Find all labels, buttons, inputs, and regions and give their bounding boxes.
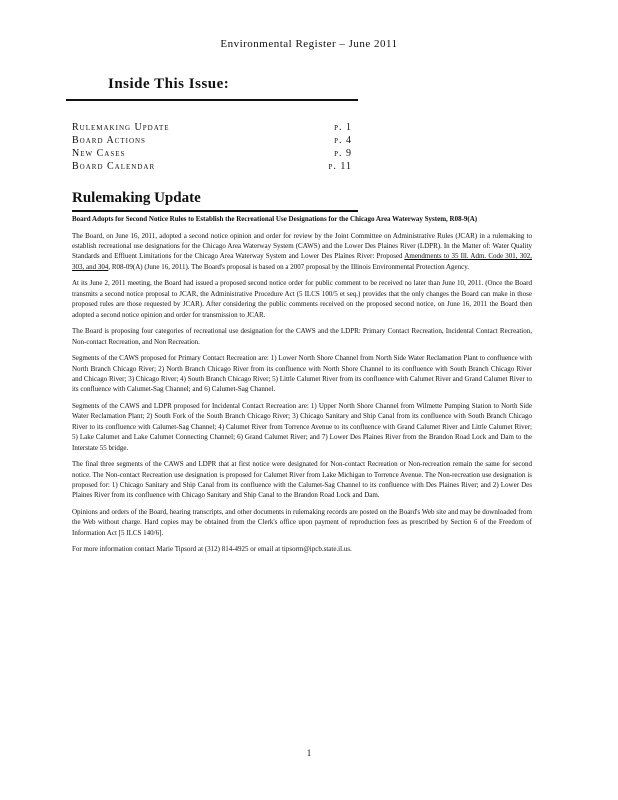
toc-item-label: Board Actions xyxy=(72,135,146,146)
toc-item-board-calendar xyxy=(72,160,352,173)
toc-item-page: p. 11 xyxy=(328,161,352,172)
page-number: 1 xyxy=(306,748,312,758)
table-of-contents xyxy=(72,121,352,173)
section-divider xyxy=(72,210,358,212)
paragraph-1 xyxy=(72,231,532,273)
toc-title: Inside This Issue: xyxy=(108,76,230,92)
running-header: Environmental Register – June 2011 xyxy=(220,38,398,50)
paragraph-2: At its June 2, 2011 meeting, the Board had issued a proposed second notice order for public comment to be received no later than June 10, 2011. (Once the Board transmits a second notice proposal to JCAR, the Administrative Procedure Act (5 ILCS 100/5 et seq.) provides that the only changes the Board can make in those proposed rules are those requested by JCAR). After considering the public comments received on the proposed second notice, on June 16, 2011 the Board then adopted a second notice opinion and order for transmission to JCAR. xyxy=(72,279,532,319)
toc-divider xyxy=(66,99,358,101)
toc-item-label: Rulemaking Update xyxy=(72,122,170,133)
article-body xyxy=(72,214,532,561)
toc-item-new-cases xyxy=(72,147,352,160)
toc-item-page: p. 4 xyxy=(334,135,352,146)
paragraph-5: Segments of the CAWS and LDPR proposed for Incidental Contact Recreation are: 1) Upper North Shore Channel from Wilmette Pumping Station to North Side Water Reclamation Plant; 2) South Fork of the South Branch Chicago River; 3) Chicago Sanitary and Ship Canal from its confluence with South Branch Chicago River to its confluence with Calumet-Sag Channel; 4) Calumet River from Torrence Avenue to its confluence with Grand Calumet River and Little Calumet River; 5) Lake Calumet and Lake Calumet Connecting Channel; 6) Grand Calumet River; and 7) Lower Des Plaines River from the Brandon Road Lock and Dam to the Interstate 55 bridge. xyxy=(72,402,532,452)
paragraph-7: Opinions and orders of the Board, hearing transcripts, and other documents in rulemaking records are posted on the Board's Web site and may be downloaded from the Web without charge. Hard copies may be obtained from the Clerk's office upon payment of reproduction fees as prescribed by Section 6 of the Freedom of Information Act [5 ILCS 140/6]. xyxy=(72,508,532,537)
article-subheading: Board Adopts for Second Notice Rules to Establish the Recreational Use Designations for the Chicago Area Waterway System, R08-9(A) xyxy=(72,215,478,223)
citation-link: Amendments to 35 Ill. Adm. Code 301, 302, 303, and 304 xyxy=(72,252,532,271)
toc-item-page: p. 9 xyxy=(334,148,352,159)
toc-item-rulemaking xyxy=(72,121,352,134)
toc-item-label: New Cases xyxy=(72,148,126,159)
paragraph-3: The Board is proposing four categories of recreational use designation for the CAWS and the LDPR: Primary Contact Recreation, Incidental Contact Recreation, Non-contact Recreation, and Non Recreation. xyxy=(72,327,532,346)
toc-item-label: Board Calendar xyxy=(72,161,156,172)
toc-item-board-actions xyxy=(72,134,352,147)
paragraph-4: Segments of the CAWS proposed for Primary Contact Recreation are: 1) Lower North Shore Channel from North Side Water Reclamation Plant to confluence with North Branch Chicago River; 2) North Branch Chicago River from its confluence with North Shore Channel to its confluence with South Branch Chicago River and Chicago River; 3) Chicago River; 4) South Branch Chicago River; 5) Little Calumet River from its confluence with Calumet River and Grand Calumet River to its confluence with Calumet-Sag Channel; and 6) Calumet-Sag Channel. xyxy=(72,354,532,394)
toc-item-page: p. 1 xyxy=(334,122,352,133)
section-title: Rulemaking Update xyxy=(72,190,201,206)
paragraph-1-tail: , R08-09(A) (June 16, 2011). The Board's proposal is based on a 2007 proposal by the Illinois Environmental Protection Agency. xyxy=(108,262,470,271)
paragraph-1-text: The Board, on June 16, 2011, adopted a second notice opinion and order for review by the Joint Committee on Administrative Rules (JCAR) in a rulemaking to establish recreational use designations for the Chicago Area Waterway System (CAWS) and the Lower Des Plaines River (LDPR). In the Matter of: Water Quality Standards and Effluent Limitations for the Chicago Area Waterway System and Lower Des Plaines River: Proposed xyxy=(72,231,532,261)
paragraph-6: The final three segments of the CAWS and LDPR that at first notice were designated for Non-contact Recreation or Non-recreation remain the same for second notice. The Non-contact Recreation use designation is proposed for Calumet River from Lake Michigan to Torrence Avenue. The Non-recreation use designation is proposed for: 1) Chicago Sanitary and Ship Canal from its confluence with the Calumet-Sag Channel to its confluence with Des Plaines River; and 2) Lower Des Plaines River from its confluence with Chicago Sanitary and Ship Canal to the Brandon Road Lock and Dam. xyxy=(72,460,532,500)
paragraph-8-contact: For more information contact Marie Tipsord at (312) 814-4925 or email at tipsorm@ipcb.state.il.us. xyxy=(72,545,352,554)
